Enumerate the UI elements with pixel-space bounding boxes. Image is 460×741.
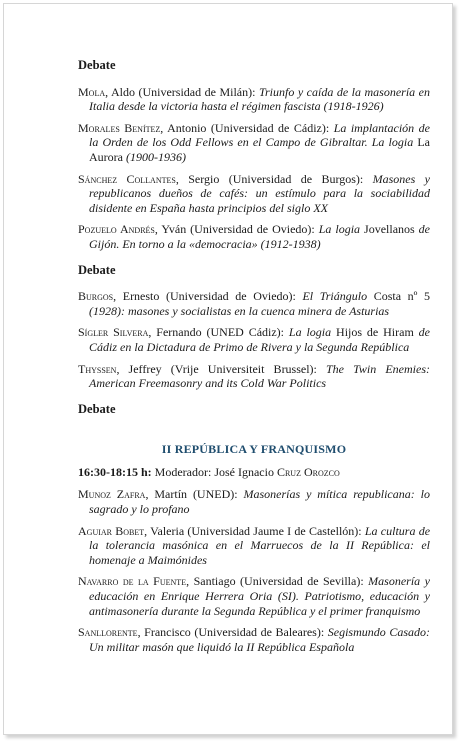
paper-title: Triunfo y caída de la masonería en Italia desde la victoria hasta el régimen fascista (1918-1926) bbox=[89, 84, 430, 114]
lodge-name: Costa nº 5 bbox=[373, 289, 430, 304]
author-surname: Mola bbox=[78, 84, 106, 99]
program-content bbox=[78, 58, 430, 661]
paper-title: Masones y republicanos dueños de cafés: un estímulo para la sociabilidad disidente en España hasta principios del siglo XX bbox=[89, 171, 430, 215]
session-line bbox=[78, 465, 430, 480]
paper-title-end: de Gijón. En torno a la «democracia» (1912-1938) bbox=[89, 222, 431, 251]
author-surname: Thyssen bbox=[78, 361, 117, 376]
program-entry bbox=[78, 85, 430, 114]
author-surname: Navarro de la Fuente bbox=[78, 574, 187, 589]
section-title: II REPÚBLICA Y FRANQUISMO bbox=[161, 442, 347, 457]
lodge-name: La Aurora bbox=[89, 135, 430, 164]
author-surname: Pozuelo Andrés bbox=[78, 222, 155, 237]
paper-title: El Triángulo bbox=[302, 289, 374, 304]
paper-title: Masonerías y mítica republicana: lo sagrado y lo profano bbox=[89, 487, 430, 517]
document-page bbox=[3, 3, 453, 735]
paper-title: La implantación de la Orden de los Odd Fellows en el Campo de Gibraltar. La logia bbox=[89, 120, 430, 150]
paper-title: Segismundo Casado: Un militar masón que liquidó la II República Española bbox=[89, 625, 430, 654]
author-surname: Burgos bbox=[78, 289, 114, 304]
lodge-name: Jovellanos bbox=[364, 222, 415, 237]
program-entry bbox=[78, 487, 430, 516]
author-affiliation: , Valeria (Universidad Jaume I de Castellón): bbox=[144, 523, 365, 538]
author-affiliation: , Jeffrey (Vrije Universiteit Brussel): bbox=[116, 361, 326, 376]
lodge-name: Hijos de Hiram bbox=[336, 325, 414, 340]
author-affiliation: , Antonio (Universidad de Cádiz): bbox=[160, 120, 334, 135]
program-entry bbox=[78, 524, 430, 568]
moderator-surname: Cruz Orozco bbox=[276, 464, 340, 479]
author-affiliation: , Yván (Universidad de Oviedo): bbox=[154, 222, 319, 237]
program-entry bbox=[78, 172, 430, 216]
author-affiliation: , Santiago (Universidad de Sevilla): bbox=[186, 574, 369, 589]
paper-title: La logia bbox=[318, 222, 365, 237]
author-affiliation: , Aldo (Universidad de Milán): bbox=[105, 84, 259, 99]
paper-title: The Twin Enemies: American Freemasonry and its Cold War Politics bbox=[89, 361, 430, 391]
paper-title-end: de Cádiz en la Dictadura de Primo de Rivera y la Segunda República bbox=[89, 325, 431, 354]
session-time: 16:30-18:15 h: bbox=[78, 464, 152, 479]
author-affiliation: , Fernando (UNED Cádiz): bbox=[148, 325, 289, 340]
author-surname: Munoz Zafra bbox=[78, 487, 146, 502]
program-entry bbox=[78, 362, 430, 391]
author-affiliation: , Martín (UNED): bbox=[145, 487, 244, 502]
program-entry bbox=[78, 574, 430, 618]
program-entry bbox=[78, 121, 430, 165]
paper-title-end: (1928): masones y socialistas en la cuenca minera de Asturias bbox=[89, 303, 390, 318]
author-surname: Sanllorente bbox=[78, 625, 138, 640]
author-surname: Aguiar Bobet bbox=[78, 523, 145, 538]
debate-heading: Debate bbox=[78, 58, 116, 72]
paper-title: La logia bbox=[288, 325, 337, 340]
program-entry bbox=[78, 325, 430, 354]
author-surname: Morales Benítez bbox=[78, 120, 161, 135]
author-surname: Sánchez Collantes bbox=[78, 171, 176, 186]
program-entry bbox=[78, 625, 430, 654]
author-surname: Sígler Silvera bbox=[78, 325, 149, 340]
paper-title: La cultura de la tolerancia masónica en el Marruecos de la II República: el homenaje a Maimónides bbox=[89, 523, 431, 567]
author-affiliation: , Francisco (Universidad de Baleares): bbox=[137, 625, 328, 640]
author-affiliation: , Ernesto (Universidad de Oviedo): bbox=[113, 289, 303, 304]
paper-title-end: (1900-1936) bbox=[122, 149, 186, 164]
debate-heading: Debate bbox=[78, 262, 116, 277]
paper-title: Masonería y educación en Enrique Herrera Oria (SI). Patriotismo, educación y antimasonería durante la Segunda República y el primer franquismo bbox=[89, 574, 430, 618]
debate-heading: Debate bbox=[78, 401, 116, 416]
moderator-label: Moderador: José Ignacio bbox=[151, 464, 277, 479]
author-affiliation: , Sergio (Universidad de Burgos): bbox=[175, 171, 373, 186]
program-entry bbox=[78, 289, 430, 318]
program-entry bbox=[78, 222, 430, 251]
